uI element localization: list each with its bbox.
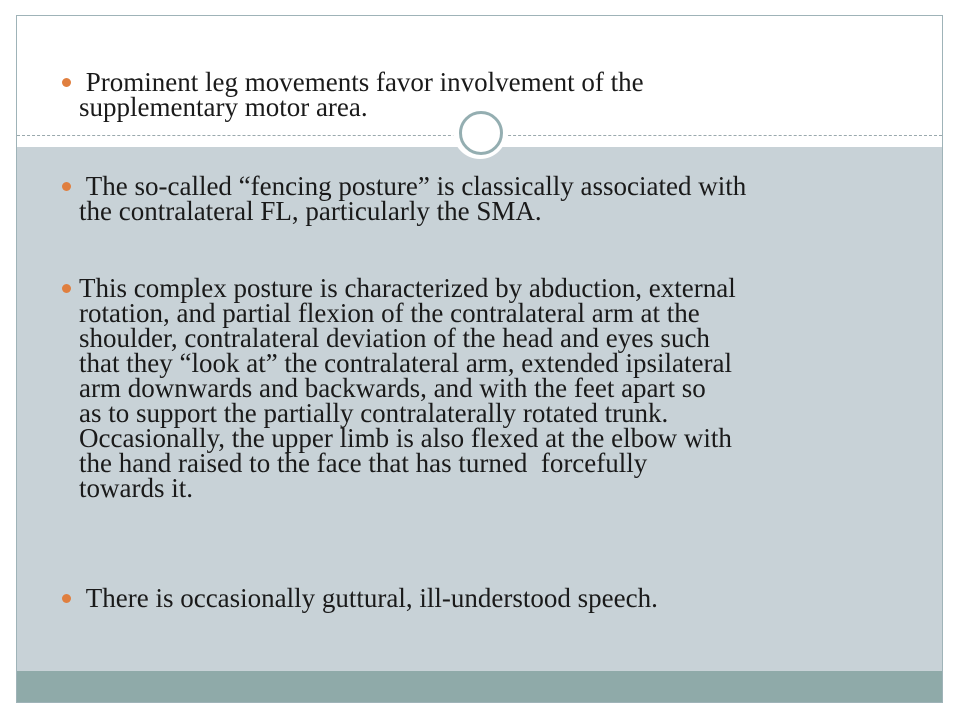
bullet-item-complex-posture [62,273,912,503]
bullet-text: This complex posture is characterized by abduction, external rotation, and partial flexion of the contralateral arm at the shoulder, contralateral deviation of the head and eyes such that they “look at” the contralateral arm, extended ipsilateral arm downwards and backwards, and with the feet apart so as to support the partially contralaterally rotated trunk. Occasionally, the upper limb is also flexed at the elbow with the hand raised to the face that has turned forcefully towards it. [79,273,736,503]
bullet-dot-icon [62,284,71,293]
bullet-text: There is occasionally guttural, ill-understood speech. [79,583,658,613]
bullet-dot-icon [62,594,71,603]
bullet-item-fencing-posture [62,171,912,226]
bullet-dot-icon [62,182,71,191]
bullet-item-leg-movements [62,67,912,122]
bullet-text: The so-called “fencing posture” is classically associated with the contralateral FL, particularly the SMA. [79,171,747,226]
bullet-dot-icon [62,78,71,87]
bullet-item-guttural-speech [62,583,912,613]
bullet-text: Prominent leg movements favor involvement of the supplementary motor area. [79,67,644,122]
slide-footer-band [17,671,942,702]
